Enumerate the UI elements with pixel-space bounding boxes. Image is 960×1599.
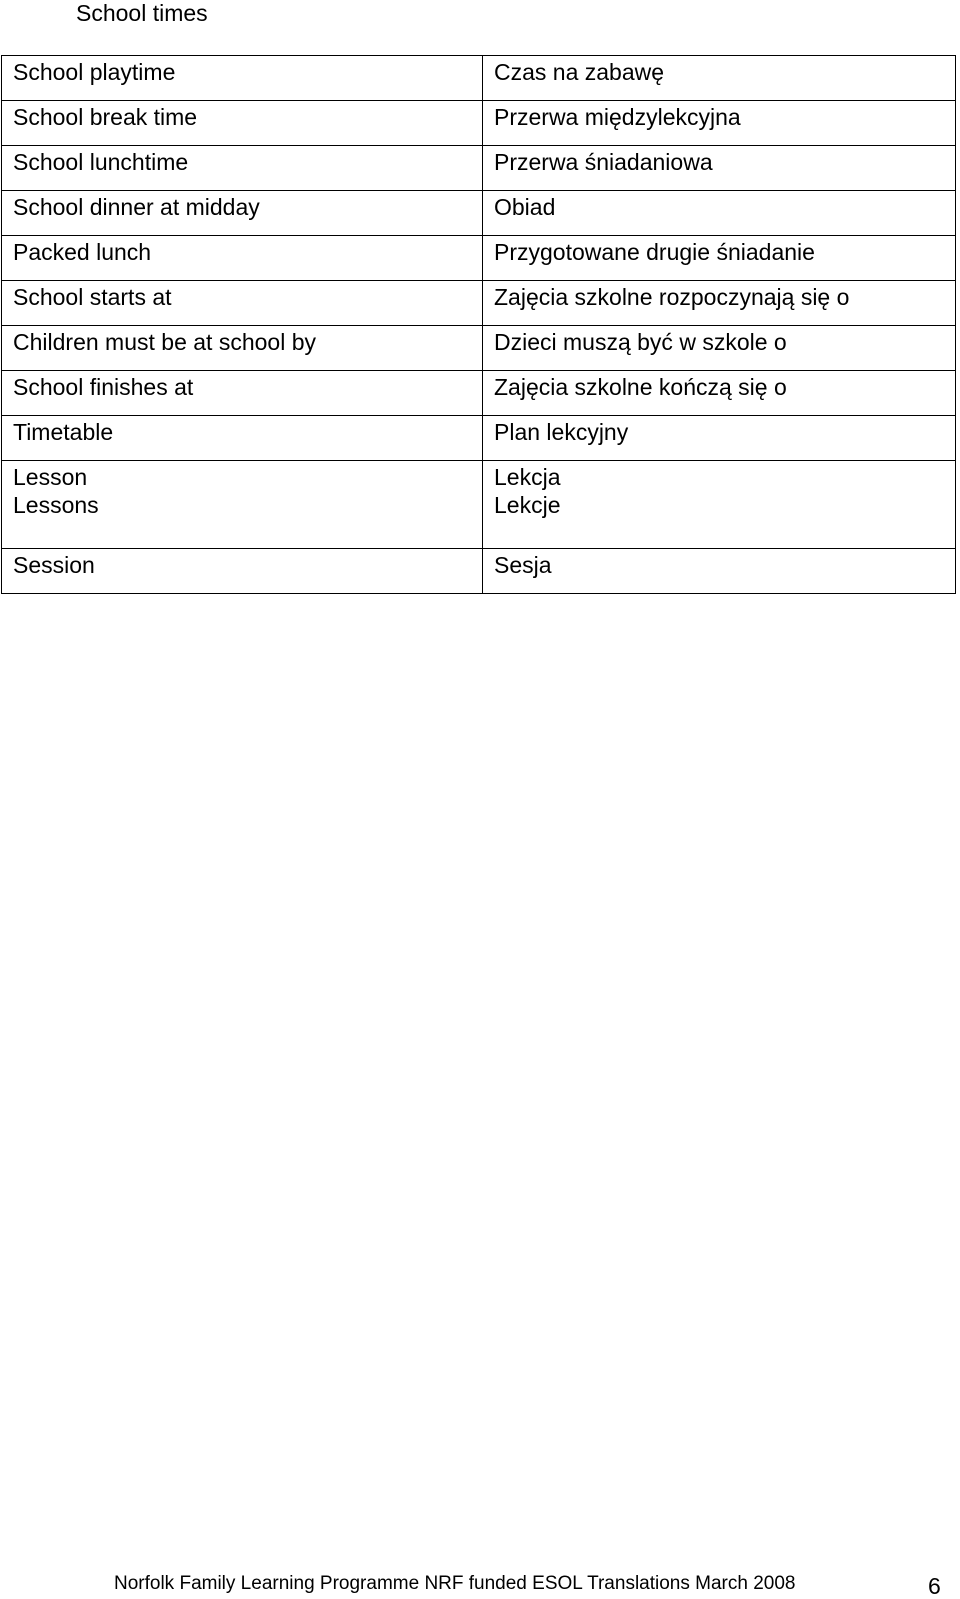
- table-row: [2, 101, 956, 146]
- polish-term-cell: [483, 101, 956, 146]
- polish-term-cell: [483, 549, 956, 594]
- english-term-cell: [2, 236, 483, 281]
- translation-table: [1, 55, 956, 594]
- polish-term: Sesja: [494, 552, 552, 578]
- table-row: [2, 549, 956, 594]
- polish-term-cell: [483, 56, 956, 101]
- polish-term: Przygotowane drugie śniadanie: [494, 239, 815, 265]
- polish-term: Lekcje: [494, 492, 561, 518]
- page-number: 6: [928, 1573, 941, 1599]
- polish-term-cell: [483, 371, 956, 416]
- polish-term: Obiad: [494, 194, 556, 220]
- english-term-cell: [2, 549, 483, 594]
- english-term: School starts at: [13, 284, 172, 310]
- english-term-cell: [2, 326, 483, 371]
- english-term: School playtime: [13, 59, 176, 85]
- table-row: [2, 191, 956, 236]
- english-term-cell: [2, 461, 483, 549]
- polish-term: Przerwa międzylekcyjna: [494, 104, 741, 130]
- polish-term-cell: [483, 416, 956, 461]
- polish-term-cell: [483, 461, 956, 549]
- polish-term-cell: [483, 191, 956, 236]
- english-term-cell: [2, 371, 483, 416]
- table-row: [2, 461, 956, 549]
- english-term: School finishes at: [13, 374, 194, 400]
- english-term: School break time: [13, 104, 198, 130]
- polish-term-cell: [483, 236, 956, 281]
- english-term: Session: [13, 552, 95, 578]
- polish-term-cell: [483, 281, 956, 326]
- polish-term: Przerwa śniadaniowa: [494, 149, 713, 175]
- table-row: [2, 371, 956, 416]
- english-term: Lesson: [13, 464, 88, 490]
- english-term: School dinner at midday: [13, 194, 260, 220]
- polish-term-cell: [483, 146, 956, 191]
- table-row: [2, 416, 956, 461]
- table-row: [2, 56, 956, 101]
- polish-term: Zajęcia szkolne kończą się o: [494, 374, 787, 400]
- english-term-cell: [2, 101, 483, 146]
- table-row: [2, 326, 956, 371]
- english-term-cell: [2, 56, 483, 101]
- english-term: Lessons: [13, 492, 99, 518]
- polish-term: Plan lekcyjny: [494, 419, 629, 445]
- table-row: [2, 146, 956, 191]
- english-term-cell: [2, 146, 483, 191]
- polish-term-cell: [483, 326, 956, 371]
- footer-text: Norfolk Family Learning Programme NRF funded ESOL Translations March 2008: [114, 1573, 796, 1594]
- english-term: Timetable: [13, 419, 114, 445]
- table-row: [2, 281, 956, 326]
- polish-term: Zajęcia szkolne rozpoczynają się o: [494, 284, 850, 310]
- table-row: [2, 236, 956, 281]
- english-term: Packed lunch: [13, 239, 152, 265]
- polish-term: Lekcja: [494, 464, 561, 490]
- page-heading: School times: [76, 0, 208, 26]
- translation-table-body: [2, 56, 956, 594]
- english-term-cell: [2, 416, 483, 461]
- english-term: Children must be at school by: [13, 329, 316, 355]
- english-term-cell: [2, 191, 483, 236]
- polish-term: Dzieci muszą być w szkole o: [494, 329, 787, 355]
- english-term-cell: [2, 281, 483, 326]
- polish-term: Czas na zabawę: [494, 59, 665, 85]
- english-term: School lunchtime: [13, 149, 189, 175]
